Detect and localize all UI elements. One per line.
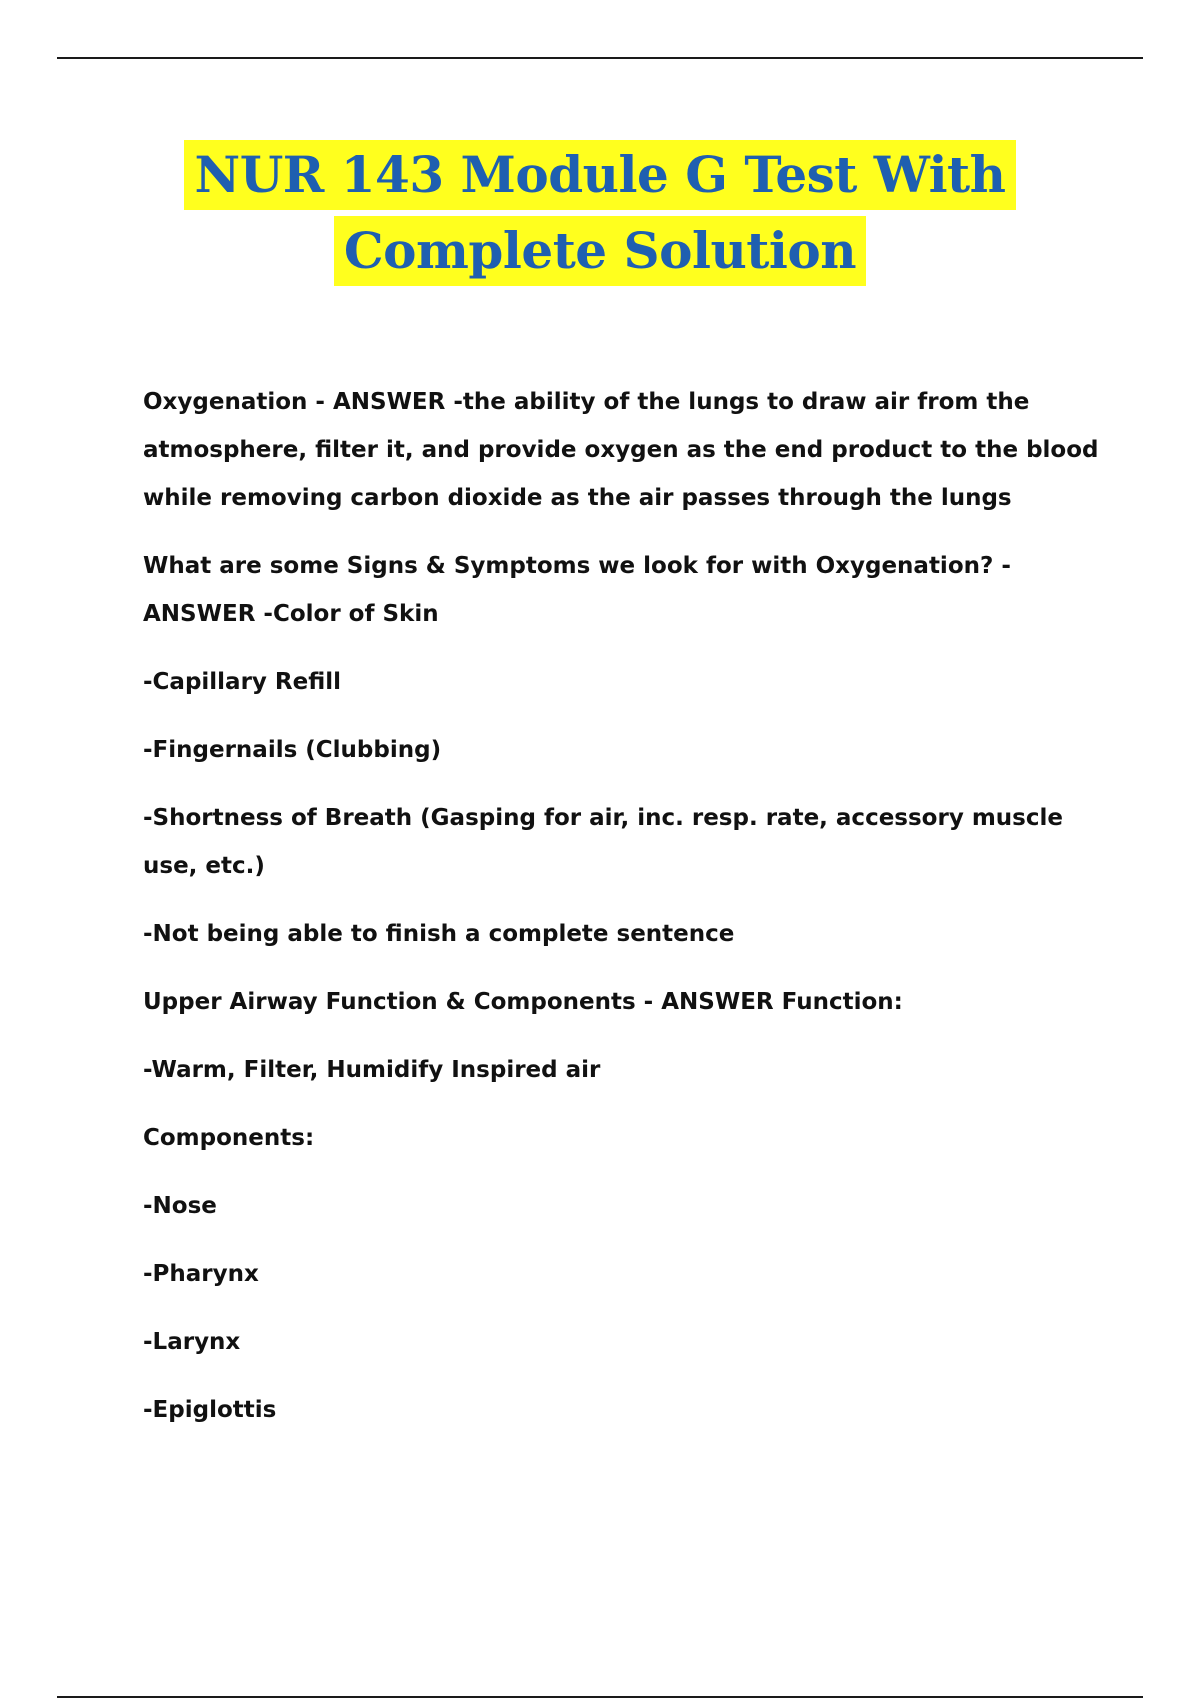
paragraph-components-heading: Components: <box>143 1125 315 1151</box>
list-item-epiglottis: -Epiglottis <box>143 1397 277 1423</box>
list-item-capillary-refill: -Capillary Refill <box>143 669 342 695</box>
list-item-fingernails: -Fingernails (Clubbing) <box>143 737 442 763</box>
title-line-1: NUR 143 Module G Test With <box>184 140 1015 210</box>
list-item-complete-sentence: -Not being able to finish a complete sentence <box>143 921 735 947</box>
paragraph-upper-airway: Upper Airway Function & Components - ANSWER Function: <box>143 989 903 1015</box>
list-item-larynx: -Larynx <box>143 1329 241 1355</box>
bottom-rule <box>57 1696 1143 1698</box>
list-item-shortness-of-breath: -Shortness of Breath (Gasping for air, inc. resp. rate, accessory muscle use, etc.) <box>143 805 1063 879</box>
document-title <box>0 140 1200 286</box>
paragraph-signs-symptoms: What are some Signs & Symptoms we look for with Oxygenation? - ANSWER -Color of Skin <box>143 553 1011 627</box>
list-item-warm-filter-humidify: -Warm, Filter, Humidify Inspired air <box>143 1057 601 1083</box>
list-item-pharynx: -Pharynx <box>143 1261 259 1287</box>
top-rule <box>57 57 1143 59</box>
paragraph-oxygenation-definition: Oxygenation - ANSWER -the ability of the lungs to draw air from the atmosphere, filter it, and provide oxygen as the end product to the blood while removing carbon dioxide as the air passes through the lungs <box>143 389 1099 511</box>
document-body <box>143 378 1103 1454</box>
list-item-nose: -Nose <box>143 1193 217 1219</box>
title-line-2: Complete Solution <box>334 216 866 286</box>
